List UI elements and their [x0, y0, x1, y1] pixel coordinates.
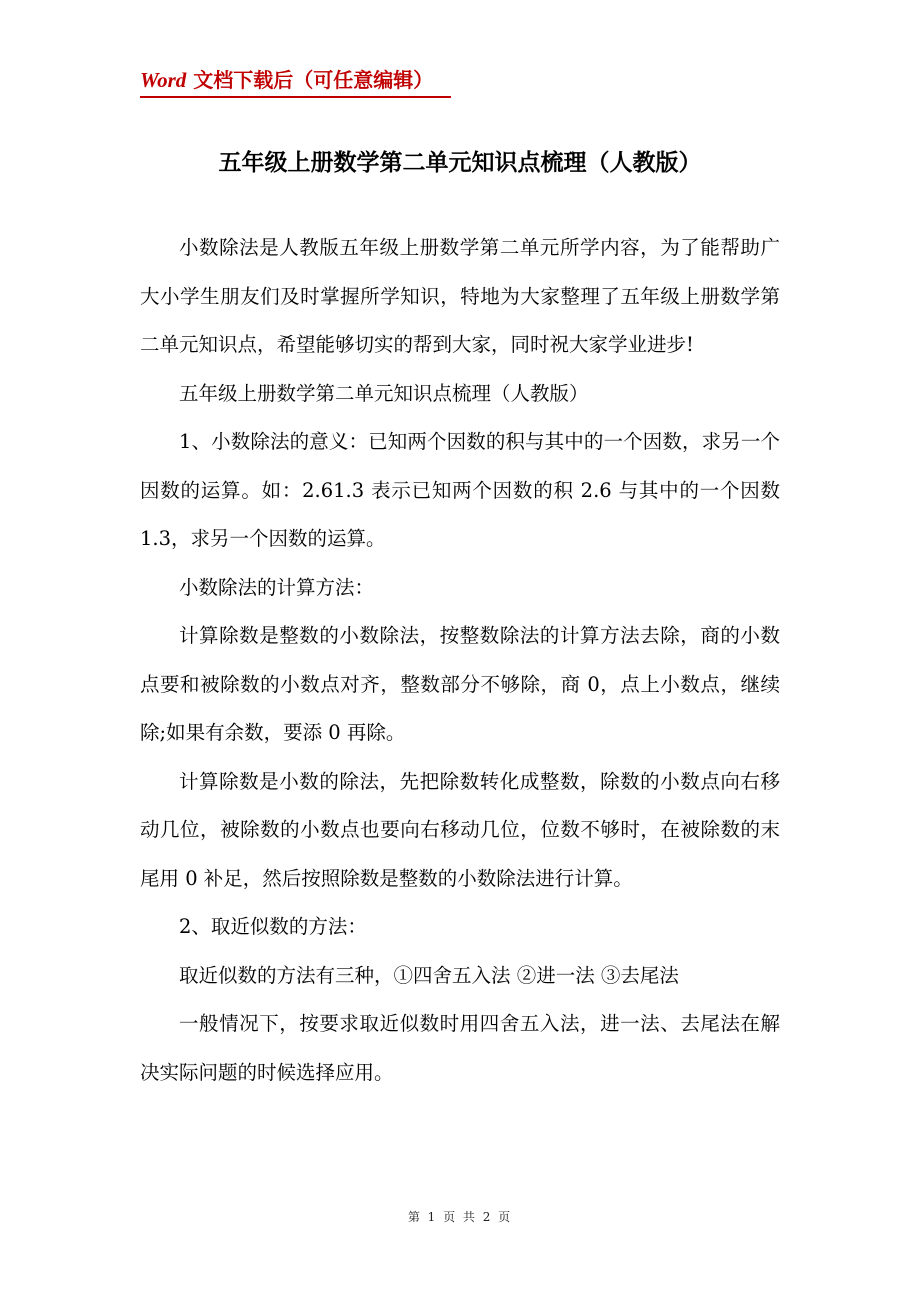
- paragraph-integer-divisor: 计算除数是整数的小数除法，按整数除法的计算方法去除，商的小数点要和被除数的小数点对齐，整数部分不够除，商 0，点上小数点，继续除;如果有余数，要添 0 再除。: [140, 624, 780, 744]
- paragraph-approx-heading: 2、取近似数的方法：: [179, 915, 367, 938]
- header-rest-label: 文档下载后（可任意编辑）: [186, 68, 434, 92]
- document-body: [140, 224, 780, 1097]
- paragraph-division-meaning: 1、小数除法的意义：已知两个因数的积与其中的一个因数，求另一个因数的运算。如：2.61.3 表示已知两个因数的积 2.6 与其中的一个因数 1.3，求另一个因数的运算。: [140, 430, 780, 550]
- paragraph-approx-usage: 一般情况下，按要求取近似数时用四舍五入法，进一法、去尾法在解决实际问题的时候选择应用。: [140, 1012, 780, 1084]
- download-edit-link[interactable]: [140, 66, 451, 98]
- page-footer: 第 1 页 共 2 页: [407, 1210, 513, 1224]
- header-word-label: Word: [140, 68, 187, 92]
- document-title: 五年级上册数学第二单元知识点梳理（人教版）: [218, 149, 702, 176]
- paragraph-method-heading: 小数除法的计算方法：: [179, 575, 375, 599]
- paragraph-subtitle: 五年级上册数学第二单元知识点梳理（人教版）: [179, 381, 589, 405]
- paragraph-decimal-divisor: 计算除数是小数的除法，先把除数转化成整数，除数的小数点向右移动几位，被除数的小数点也要向右移动几位，位数不够时，在被除数的末尾用 0 补足，然后按照除数是整数的小数除法进行计算。: [140, 769, 780, 890]
- paragraph-approx-methods: 取近似数的方法有三种，①四舍五入法 ②进一法 ③去尾法: [179, 963, 679, 987]
- paragraph-intro: 小数除法是人教版五年级上册数学第二单元所学内容，为了能帮助广大小学生朋友们及时掌握所学知识，特地为大家整理了五年级上册数学第二单元知识点，希望能够切实的帮到大家，同时祝大家学业进步!: [140, 236, 780, 356]
